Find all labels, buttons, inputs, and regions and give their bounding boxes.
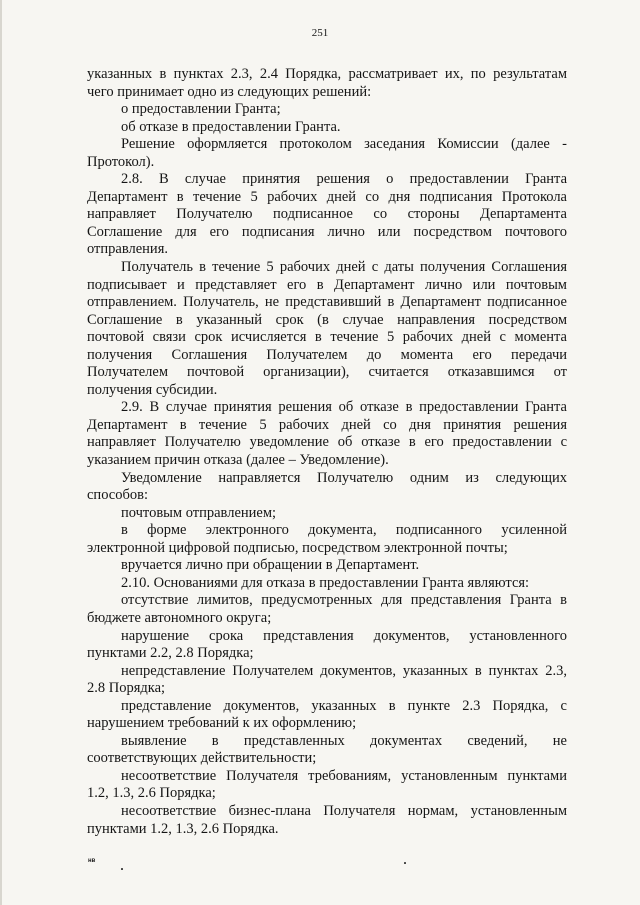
text-line: Соглашение в указанный срок (в случае направления посредством	[87, 311, 567, 328]
text-line: несоответствие Получателя требованиям, установленным пунктами	[121, 767, 567, 784]
footer-initials: нв	[88, 858, 96, 864]
text-line: почтовым отправлением;	[121, 504, 277, 521]
text-line: получения субсидии.	[87, 381, 218, 398]
text-line: электронной цифровой подписью, посредством электронной почты;	[87, 539, 508, 556]
text-line: Департамент в течение 5 рабочих дней со дня подписания Протокола	[87, 188, 567, 205]
text-line: отправлением. Получатель, не представивший в Департамент подписанное	[87, 294, 567, 311]
text-line: отсутствие лимитов, предусмотренных для представления Гранта в	[121, 592, 567, 609]
text-line: в форме электронного документа, подписанного усиленной	[121, 522, 567, 539]
page-edge	[0, 0, 2, 905]
text-line: представление документов, указанных в пункте 2.3 Порядка, с	[121, 697, 567, 714]
text-line: Решение оформляется протоколом заседания Комиссии (далее -	[121, 136, 567, 153]
text-line: несоответствие бизнес-плана Получателя нормам, установленным	[121, 802, 567, 819]
text-line: 2.10. Основаниями для отказа в предоставлении Гранта являются:	[121, 574, 530, 591]
text-line: Соглашение для его подписания лично или посредством почтового	[87, 223, 567, 240]
text-line: Получателем почтовой организации), считается отказавшимся от	[87, 364, 567, 381]
text-line: Уведомление направляется Получателю одним из следующих	[121, 469, 567, 486]
text-line: направляет Получателю уведомление об отказе в его предоставлении с	[87, 434, 567, 451]
text-line: вручается лично при обращении в Департамент.	[121, 557, 420, 574]
text-line: указанных в пунктах 2.3, 2.4 Порядка, рассматривает их, по результатам	[87, 66, 567, 82]
text-line: направляет Получателю подписанное со стороны Департамента	[87, 206, 567, 223]
text-line: Департамент в течение 5 рабочих дней со дня принятия решения	[87, 416, 567, 433]
text-line: об отказе в предоставлении Гранта.	[121, 118, 341, 135]
text-line: непредставление Получателем документов, указанных в пунктах 2.3,	[121, 662, 567, 679]
text-line: 2.8. В случае принятия решения о предоставлении Гранта	[121, 171, 567, 188]
text-line: Получатель в течение 5 рабочих дней с даты получения Соглашения	[121, 259, 567, 276]
text-line: способов:	[87, 487, 148, 504]
text-line: выявление в представленных документах сведений, не	[121, 732, 567, 749]
text-line: о предоставлении Гранта;	[121, 101, 281, 118]
text-line: отправления.	[87, 241, 168, 258]
text-line: соответствующих действительности;	[87, 750, 317, 767]
text-line: бюджете автономного округа;	[87, 609, 272, 626]
text-line: нарушение срока представления документов, установленного	[121, 627, 567, 644]
text-line: подписывает и представляет его в Департамент лично или почтовым	[87, 276, 567, 293]
text-line: пунктами 2.2, 2.8 Порядка;	[87, 645, 254, 662]
text-line: 1.2, 1.3, 2.6 Порядка;	[87, 785, 216, 802]
document-body	[87, 66, 567, 838]
text-line: нарушением требований к их оформлению;	[87, 715, 357, 732]
text-line: 2.8 Порядка;	[87, 680, 166, 697]
text-line: чего принимает одно из следующих решений:	[87, 83, 372, 100]
scan-speck	[121, 868, 123, 870]
text-line: указанием причин отказа (далее – Уведомление).	[87, 452, 389, 469]
page-number: 251	[311, 27, 329, 39]
text-line: Протокол).	[87, 153, 155, 170]
text-line: почтовой связи срок исчисляется в течение 5 рабочих дней с момента	[87, 329, 567, 346]
scan-speck	[404, 862, 406, 864]
text-line: получения Соглашения Получателем до момента его передачи	[87, 346, 567, 363]
text-line: пунктами 1.2, 1.3, 2.6 Порядка.	[87, 820, 279, 837]
text-line: 2.9. В случае принятия решения об отказе в предоставлении Гранта	[121, 399, 567, 416]
